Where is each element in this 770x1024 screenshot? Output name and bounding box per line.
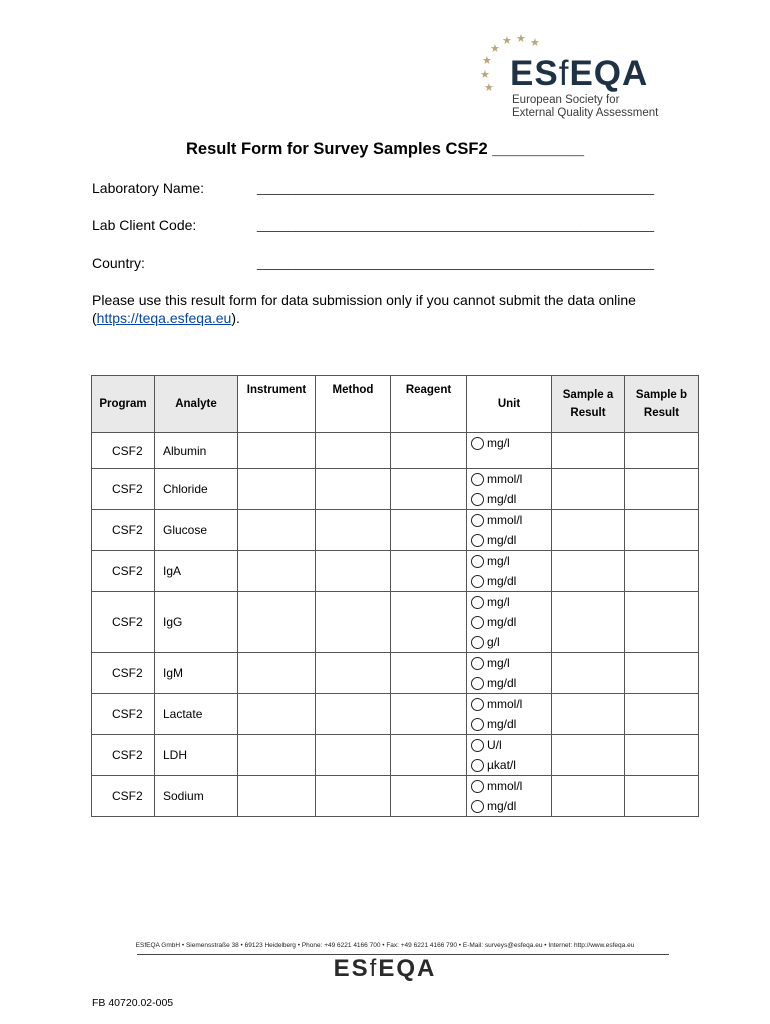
sample-b-result-input[interactable] xyxy=(625,653,699,694)
unit-option[interactable] xyxy=(471,510,551,530)
unit-option[interactable] xyxy=(471,673,551,693)
sample-a-result-input[interactable] xyxy=(552,776,625,817)
unit-label: mg/dl xyxy=(487,574,517,588)
instrument-input[interactable] xyxy=(238,469,316,510)
method-input[interactable] xyxy=(316,694,391,735)
radio-button-icon[interactable] xyxy=(471,575,484,588)
reagent-input[interactable] xyxy=(391,653,467,694)
sample-b-result-input[interactable] xyxy=(625,510,699,551)
radio-button-icon[interactable] xyxy=(471,514,484,527)
analyte-cell: IgA xyxy=(155,551,238,592)
radio-button-icon[interactable] xyxy=(471,473,484,486)
country-field[interactable]: ___________________________________________________ xyxy=(257,254,655,270)
table-row xyxy=(92,592,699,653)
unit-label: mg/dl xyxy=(487,717,517,731)
method-input[interactable] xyxy=(316,510,391,551)
program-cell: CSF2 xyxy=(92,653,155,694)
unit-option[interactable] xyxy=(471,755,551,775)
reagent-input[interactable] xyxy=(391,735,467,776)
unit-label: mg/l xyxy=(487,436,510,450)
unit-options xyxy=(467,735,552,776)
method-input[interactable] xyxy=(316,653,391,694)
unit-label: mmol/l xyxy=(487,513,523,527)
reagent-input[interactable] xyxy=(391,469,467,510)
unit-option[interactable] xyxy=(471,551,551,571)
sample-a-result-input[interactable] xyxy=(552,735,625,776)
radio-button-icon[interactable] xyxy=(471,759,484,772)
reagent-input[interactable] xyxy=(391,592,467,653)
unit-label: U/l xyxy=(487,738,502,752)
teqa-link[interactable]: https://teqa.esfeqa.eu xyxy=(96,310,232,326)
method-input[interactable] xyxy=(316,735,391,776)
lab-client-code-label: Lab Client Code: xyxy=(92,217,197,233)
method-input[interactable] xyxy=(316,551,391,592)
table-row xyxy=(92,776,699,817)
radio-button-icon[interactable] xyxy=(471,616,484,629)
radio-button-icon[interactable] xyxy=(471,739,484,752)
analyte-cell: Sodium xyxy=(155,776,238,817)
esfeqa-logo xyxy=(476,33,676,126)
unit-option[interactable] xyxy=(471,612,551,632)
unit-option[interactable] xyxy=(471,433,551,453)
unit-label: g/l xyxy=(487,635,500,649)
radio-button-icon[interactable] xyxy=(471,636,484,649)
unit-option[interactable] xyxy=(471,776,551,796)
reagent-input[interactable] xyxy=(391,694,467,735)
instrument-input[interactable] xyxy=(238,694,316,735)
reagent-input[interactable] xyxy=(391,551,467,592)
program-cell: CSF2 xyxy=(92,551,155,592)
radio-button-icon[interactable] xyxy=(471,534,484,547)
sample-a-result-input[interactable] xyxy=(552,592,625,653)
header-unit: Unit xyxy=(467,376,552,433)
analyte-cell: Glucose xyxy=(155,510,238,551)
unit-label: mg/dl xyxy=(487,676,517,690)
unit-label: mg/l xyxy=(487,554,510,568)
header-instrument: Instrument xyxy=(238,376,316,433)
lab-client-code-field[interactable]: ___________________________________________________ xyxy=(257,216,655,232)
program-cell: CSF2 xyxy=(92,592,155,653)
unit-label: mmol/l xyxy=(487,697,523,711)
program-cell: CSF2 xyxy=(92,469,155,510)
program-cell: CSF2 xyxy=(92,776,155,817)
unit-label: mmol/l xyxy=(487,472,523,486)
reagent-input[interactable] xyxy=(391,433,467,469)
form-code: FB 40720.02-005 xyxy=(92,997,174,1009)
footer-logo: ESfEQA xyxy=(333,955,437,982)
unit-option[interactable] xyxy=(471,530,551,550)
sample-a-result-input[interactable] xyxy=(552,469,625,510)
unit-option[interactable] xyxy=(471,571,551,591)
sample-b-result-input[interactable] xyxy=(625,776,699,817)
unit-options xyxy=(467,433,552,469)
analyte-cell: Albumin xyxy=(155,433,238,469)
unit-options xyxy=(467,551,552,592)
method-input[interactable] xyxy=(316,592,391,653)
unit-label: mg/dl xyxy=(487,799,517,813)
header-program: Program xyxy=(92,376,155,433)
results-table xyxy=(91,375,699,817)
radio-button-icon[interactable] xyxy=(471,780,484,793)
instrument-input[interactable] xyxy=(238,735,316,776)
submission-note: Please use this result form for data submission only if you cannot submit the data online (https://teqa.esfeqa.eu). xyxy=(92,292,636,326)
sample-a-result-input[interactable] xyxy=(552,653,625,694)
unit-label: mg/dl xyxy=(487,615,517,629)
sample-a-result-input[interactable] xyxy=(552,510,625,551)
header-analyte: Analyte xyxy=(155,376,238,433)
unit-label: mg/dl xyxy=(487,533,517,547)
stars-ring-icon: ★ ★ ★ ★ ★ ★ ★ xyxy=(480,33,540,94)
table-row xyxy=(92,735,699,776)
program-cell: CSF2 xyxy=(92,510,155,551)
method-input[interactable] xyxy=(316,776,391,817)
radio-button-icon[interactable] xyxy=(471,677,484,690)
lab-name-label: Laboratory Name: xyxy=(92,180,205,196)
header-method: Method xyxy=(316,376,391,433)
instrument-input[interactable] xyxy=(238,592,316,653)
header-sample-a: Sample a Result xyxy=(552,376,625,433)
unit-label: mmol/l xyxy=(487,779,523,793)
analyte-cell: Chloride xyxy=(155,469,238,510)
method-input[interactable] xyxy=(316,469,391,510)
sample-a-result-input[interactable] xyxy=(552,694,625,735)
unit-option[interactable] xyxy=(471,489,551,509)
table-row xyxy=(92,551,699,592)
unit-label: mg/l xyxy=(487,595,510,609)
unit-options xyxy=(467,469,552,510)
unit-label: µkat/l xyxy=(487,758,516,772)
analyte-cell: Lactate xyxy=(155,694,238,735)
radio-button-icon[interactable] xyxy=(471,596,484,609)
program-cell: CSF2 xyxy=(92,433,155,469)
unit-options xyxy=(467,510,552,551)
sample-b-result-input[interactable] xyxy=(625,551,699,592)
table-row xyxy=(92,694,699,735)
table-header-row xyxy=(92,376,699,433)
unit-option[interactable] xyxy=(471,735,551,755)
analyte-cell: IgG xyxy=(155,592,238,653)
instrument-input[interactable] xyxy=(238,433,316,469)
unit-option[interactable] xyxy=(471,653,551,673)
reagent-input[interactable] xyxy=(391,776,467,817)
unit-label: mg/l xyxy=(487,656,510,670)
header-sample-b: Sample b Result xyxy=(625,376,699,433)
sample-b-result-input[interactable] xyxy=(625,694,699,735)
instrument-input[interactable] xyxy=(238,776,316,817)
unit-option[interactable] xyxy=(471,632,551,652)
sample-a-result-input[interactable] xyxy=(552,433,625,469)
table-row xyxy=(92,469,699,510)
sample-b-result-input[interactable] xyxy=(625,735,699,776)
program-cell: CSF2 xyxy=(92,694,155,735)
logo-subtitle: European Society for External Quality Assessment xyxy=(512,94,659,119)
radio-button-icon[interactable] xyxy=(471,657,484,670)
radio-button-icon[interactable] xyxy=(471,493,484,506)
header-reagent: Reagent xyxy=(391,376,467,433)
sample-b-result-input[interactable] xyxy=(625,469,699,510)
table-row xyxy=(92,653,699,694)
sample-b-result-input[interactable] xyxy=(625,592,699,653)
program-cell: CSF2 xyxy=(92,735,155,776)
instrument-input[interactable] xyxy=(238,551,316,592)
instrument-input[interactable] xyxy=(238,510,316,551)
logo-wordmark: ESfEQA xyxy=(510,54,649,93)
unit-label: mg/dl xyxy=(487,492,517,506)
country-label: Country: xyxy=(92,255,145,271)
unit-options xyxy=(467,694,552,735)
sample-b-result-input[interactable] xyxy=(625,433,699,469)
analyte-cell: IgM xyxy=(155,653,238,694)
unit-option[interactable] xyxy=(471,714,551,734)
page-title: Result Form for Survey Samples CSF2 __________ xyxy=(185,140,585,158)
unit-option[interactable] xyxy=(471,694,551,714)
method-input[interactable] xyxy=(316,433,391,469)
unit-options xyxy=(467,653,552,694)
sample-a-result-input[interactable] xyxy=(552,551,625,592)
radio-button-icon[interactable] xyxy=(471,555,484,568)
analyte-cell: LDH xyxy=(155,735,238,776)
radio-button-icon[interactable] xyxy=(471,698,484,711)
lab-name-field[interactable]: ___________________________________________________ xyxy=(257,179,655,195)
unit-option[interactable] xyxy=(471,592,551,612)
radio-button-icon[interactable] xyxy=(471,718,484,731)
unit-option[interactable] xyxy=(471,469,551,489)
radio-button-icon[interactable] xyxy=(471,800,484,813)
table-row xyxy=(92,510,699,551)
table-row xyxy=(92,433,699,469)
radio-button-icon[interactable] xyxy=(471,437,484,450)
instrument-input[interactable] xyxy=(238,653,316,694)
reagent-input[interactable] xyxy=(391,510,467,551)
unit-options xyxy=(467,592,552,653)
unit-option[interactable] xyxy=(471,796,551,816)
footer-address: ESfEQA GmbH • Siemensstraße 38 • 69123 Heidelberg • Phone: +49 6221 4166 700 • Fax: +49 6221 4166 790 • E-Mail: surveys@esfeqa.eu • Internet: http://www.esfeqa.eu xyxy=(135,942,635,949)
unit-options xyxy=(467,776,552,817)
